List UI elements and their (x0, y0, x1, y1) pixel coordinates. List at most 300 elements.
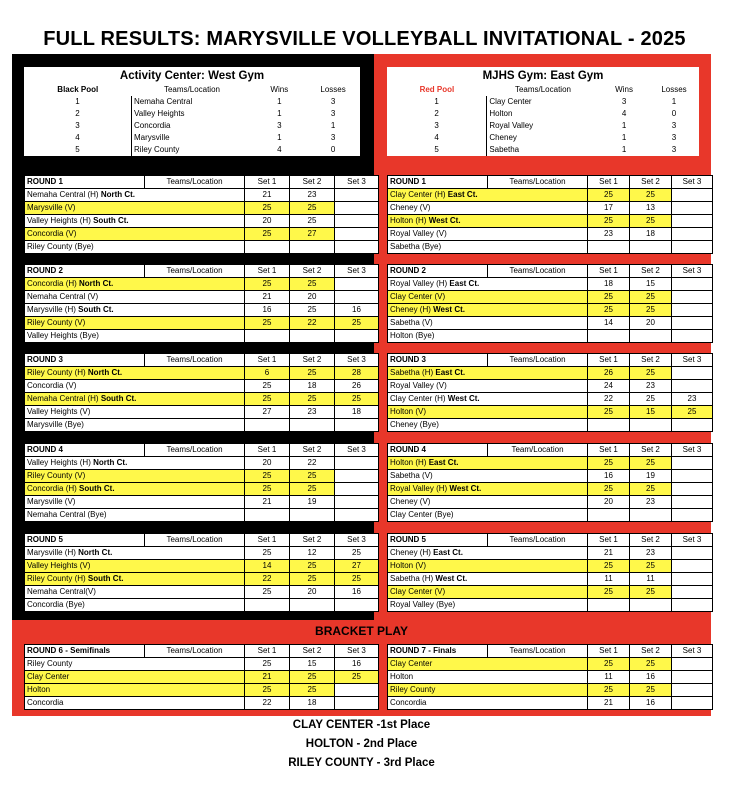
seed: 1 (434, 97, 439, 106)
set-score: 25 (290, 483, 335, 496)
set-header: Set 3 (672, 444, 713, 457)
team-cell (388, 367, 588, 380)
match-row (25, 304, 379, 317)
set-score (672, 671, 713, 684)
wins: 1 (277, 133, 282, 142)
team-cell (25, 586, 245, 599)
seed: 4 (75, 133, 80, 142)
set-header: Set 3 (335, 176, 379, 189)
set-score (245, 599, 290, 612)
set-score: 25 (630, 189, 672, 202)
team-name: Holton (V) (390, 407, 427, 416)
set-score: 25 (290, 671, 335, 684)
team-name: Nemaha Central(V) (27, 587, 96, 596)
set-score: 16 (335, 658, 379, 671)
match-row (388, 483, 713, 496)
losses: 3 (330, 97, 336, 106)
seed: 1 (75, 97, 80, 106)
set-score: 16 (245, 304, 290, 317)
placement-1st: CLAY CENTER -1st Place (292, 719, 431, 731)
team-cell (388, 560, 588, 573)
team-name: Concordia (390, 698, 427, 707)
match-row (388, 406, 713, 419)
team-cell (25, 241, 245, 254)
set-score: 16 (335, 586, 379, 599)
set-score: 11 (588, 573, 630, 586)
set-score (245, 330, 290, 343)
set-score (672, 367, 713, 380)
set-score: 18 (630, 228, 672, 241)
losses: 3 (671, 121, 677, 130)
location-header: Teams/Location (145, 444, 245, 457)
set-score: 25 (588, 457, 630, 470)
set-score: 25 (630, 483, 672, 496)
set-score: 25 (630, 393, 672, 406)
set-score (672, 419, 713, 432)
match-row (25, 202, 379, 215)
losses: 0 (330, 145, 336, 154)
set-score: 23 (290, 406, 335, 419)
set-score: 25 (245, 228, 290, 241)
set-score: 21 (245, 291, 290, 304)
east-round-5-table (387, 533, 713, 612)
round-label: ROUND 5 (25, 534, 145, 547)
set-score (672, 509, 713, 522)
round-label: ROUND 3 (388, 354, 488, 367)
team-cell (25, 509, 245, 522)
set-score: 15 (630, 406, 672, 419)
team-name: Cheney (V) (390, 497, 431, 506)
match-row (388, 228, 713, 241)
round-label: ROUND 2 (388, 265, 488, 278)
set-score: 25 (290, 393, 335, 406)
set-score (335, 291, 379, 304)
set-score: 25 (630, 586, 672, 599)
set-score: 25 (588, 406, 630, 419)
team-cell (388, 202, 588, 215)
team-name: Riley County (Bye) (27, 242, 94, 251)
match-row (25, 215, 379, 228)
court-name: North Ct. (79, 279, 114, 288)
seed: 2 (75, 109, 80, 118)
placement-3rd: RILEY COUNTY - 3rd Place (288, 757, 435, 769)
set-header: Set 2 (290, 534, 335, 547)
round-label: ROUND 4 (388, 444, 488, 457)
set-score (672, 278, 713, 291)
set-score (672, 586, 713, 599)
west-round-3-table (24, 353, 379, 432)
east-pool-header: Wins (615, 85, 633, 94)
set-header: Set 3 (335, 534, 379, 547)
wins: 1 (621, 133, 627, 142)
set-score (335, 483, 379, 496)
team-name: Marysville (V) (27, 497, 76, 506)
east-round-4-table (387, 443, 713, 522)
team-cell (25, 496, 245, 509)
set-header: Set 3 (672, 534, 713, 547)
set-header: Set 1 (245, 645, 290, 658)
set-score: 25 (245, 317, 290, 330)
team-cell (25, 599, 245, 612)
team-cell (25, 560, 245, 573)
team-name: Valley Heights (H) (27, 216, 94, 225)
match-row (25, 457, 379, 470)
set-score: 18 (588, 278, 630, 291)
set-score (335, 189, 379, 202)
team-cell (388, 189, 588, 202)
wins: 1 (277, 109, 282, 118)
team-name: Clay Center (27, 672, 70, 681)
match-row (25, 278, 379, 291)
court-name: North Ct. (100, 190, 136, 199)
set-score: 26 (588, 367, 630, 380)
seed: 2 (434, 109, 439, 118)
east-pool-name: Red Pool (419, 85, 455, 94)
set-score (335, 599, 379, 612)
set-score (335, 419, 379, 432)
page-title: FULL RESULTS: MARYSVILLE VOLLEYBALL INVITATIONAL - 2025 (43, 28, 686, 50)
west-gym-name: Activity Center: West Gym (119, 69, 265, 82)
team-name: Riley County (27, 659, 73, 668)
west-round-1-table (24, 175, 379, 254)
set-score (588, 330, 630, 343)
set-score (672, 317, 713, 330)
set-score: 25 (588, 291, 630, 304)
set-score: 25 (290, 278, 335, 291)
wins: 1 (621, 145, 627, 154)
set-score (335, 684, 379, 697)
set-header: Set 1 (245, 534, 290, 547)
set-score: 25 (290, 215, 335, 228)
west-pool-header: Wins (270, 85, 289, 94)
set-header: Set 1 (588, 354, 630, 367)
set-score: 14 (245, 560, 290, 573)
set-header: Set 2 (630, 354, 672, 367)
court-name: West Ct. (428, 216, 461, 225)
west-pool-row (24, 108, 360, 120)
set-header: Set 2 (630, 444, 672, 457)
set-score (672, 215, 713, 228)
east-pool-header: Teams/Location (514, 85, 571, 94)
team-name: Royal Valley (V) (390, 229, 447, 238)
team-name: Concordia (H) (27, 279, 80, 288)
team-name: Cheney (H) (390, 305, 434, 314)
team-cell (388, 406, 588, 419)
set-score (672, 697, 713, 710)
west-pool-row (24, 120, 360, 132)
team-name: Nemaha Central (H) (27, 394, 101, 403)
team-name: Holton (V) (390, 561, 427, 570)
set-score: 25 (588, 586, 630, 599)
set-score (672, 483, 713, 496)
set-score: 25 (630, 367, 672, 380)
team-cell (388, 483, 588, 496)
set-score (672, 457, 713, 470)
round-label: ROUND 4 (25, 444, 145, 457)
set-score (672, 241, 713, 254)
set-score: 25 (245, 586, 290, 599)
west-pool-row (24, 96, 360, 108)
set-score (672, 202, 713, 215)
match-row (388, 496, 713, 509)
team-name: Concordia (V) (27, 381, 77, 390)
team-cell (388, 291, 588, 304)
team-cell (388, 684, 588, 697)
east-gym-name: MJHS Gym: East Gym (482, 69, 604, 82)
east-round-3-table (387, 353, 713, 432)
team-name: Clay Center (Bye) (390, 510, 454, 519)
match-row (388, 317, 713, 330)
set-score: 25 (290, 202, 335, 215)
match-row (388, 457, 713, 470)
final-placements (12, 716, 711, 784)
set-score: 25 (245, 278, 290, 291)
match-row (388, 202, 713, 215)
team-cell (25, 228, 245, 241)
team-cell (388, 457, 588, 470)
set-score: 22 (588, 393, 630, 406)
team-name: Riley County (132, 144, 253, 156)
team-cell (388, 393, 588, 406)
location-header: Teams/Location (488, 354, 588, 367)
round-label: ROUND 7 - Finals (388, 645, 488, 658)
match-row (25, 470, 379, 483)
match-row (388, 278, 713, 291)
wins: 1 (277, 97, 282, 106)
set-score: 28 (335, 367, 379, 380)
team-cell (388, 241, 588, 254)
set-score (588, 419, 630, 432)
team-cell (25, 671, 245, 684)
set-score (335, 697, 379, 710)
team-name: Sabetha (V) (390, 318, 433, 327)
location-header: Teams/Location (488, 534, 588, 547)
set-score: 19 (290, 496, 335, 509)
set-score: 18 (290, 380, 335, 393)
set-score (335, 202, 379, 215)
east-pool-header: Losses (661, 85, 687, 94)
team-name: Marysville (V) (27, 203, 76, 212)
match-row (388, 671, 713, 684)
match-row (388, 684, 713, 697)
set-score: 25 (245, 684, 290, 697)
east-pool-row (387, 144, 699, 156)
set-score (290, 599, 335, 612)
match-row (388, 697, 713, 710)
court-name: East Ct. (449, 279, 480, 288)
set-header: Set 1 (245, 444, 290, 457)
finals-table (387, 644, 713, 710)
match-row (25, 291, 379, 304)
match-row (388, 291, 713, 304)
set-score: 25 (588, 304, 630, 317)
team-name: Concordia (132, 120, 253, 132)
team-name: Royal Valley (H) (390, 279, 450, 288)
match-row (25, 483, 379, 496)
set-score: 23 (290, 189, 335, 202)
team-name: Holton (H) (390, 216, 429, 225)
team-name: Clay Center (V) (390, 292, 446, 301)
east-round-2-table (387, 264, 713, 343)
match-row (25, 697, 379, 710)
team-cell (388, 509, 588, 522)
set-score (335, 215, 379, 228)
team-cell (25, 291, 245, 304)
team-cell (388, 228, 588, 241)
seed: 3 (434, 121, 439, 130)
set-score: 17 (588, 202, 630, 215)
team-name: Holton (487, 108, 599, 120)
team-name: Valley Heights (V) (27, 561, 91, 570)
set-score (672, 658, 713, 671)
set-score: 25 (245, 658, 290, 671)
set-header: Set 3 (672, 265, 713, 278)
set-score (290, 241, 335, 254)
court-name: East Ct. (435, 368, 466, 377)
team-name: Riley County (H) (27, 574, 88, 583)
set-score (335, 228, 379, 241)
set-score: 25 (335, 671, 379, 684)
set-score: 25 (630, 684, 672, 697)
set-score: 25 (588, 215, 630, 228)
team-cell (25, 457, 245, 470)
set-score (672, 291, 713, 304)
set-score (672, 573, 713, 586)
wins: 3 (621, 97, 627, 106)
set-score: 25 (245, 393, 290, 406)
set-score: 25 (630, 304, 672, 317)
set-score: 20 (290, 291, 335, 304)
match-row (25, 496, 379, 509)
court-name: South Ct. (93, 216, 129, 225)
set-score (335, 457, 379, 470)
set-score: 12 (290, 547, 335, 560)
team-name: Nemaha Central (132, 96, 253, 108)
team-cell (25, 547, 245, 560)
team-name: Nemaha Central (V) (27, 292, 99, 301)
team-cell (25, 215, 245, 228)
set-score: 11 (630, 573, 672, 586)
set-score: 27 (290, 228, 335, 241)
team-name: Nemaha Central (Bye) (27, 510, 107, 519)
set-score (630, 599, 672, 612)
court-name: West Ct. (435, 574, 468, 583)
set-score: 20 (245, 215, 290, 228)
set-score: 25 (588, 560, 630, 573)
round-label: ROUND 5 (388, 534, 488, 547)
team-cell (25, 406, 245, 419)
set-score (290, 330, 335, 343)
set-score: 23 (630, 496, 672, 509)
set-score (672, 470, 713, 483)
court-name: West Ct. (449, 484, 482, 493)
team-cell (25, 380, 245, 393)
set-header: Set 3 (335, 645, 379, 658)
set-score: 25 (245, 470, 290, 483)
team-cell (388, 573, 588, 586)
match-row (388, 470, 713, 483)
set-score (630, 419, 672, 432)
set-score: 27 (245, 406, 290, 419)
set-score: 13 (630, 202, 672, 215)
location-header: Teams/Location (145, 534, 245, 547)
set-header: Set 1 (245, 354, 290, 367)
team-cell (388, 586, 588, 599)
match-row (25, 658, 379, 671)
set-score: 26 (335, 380, 379, 393)
set-score: 15 (630, 278, 672, 291)
team-cell (25, 419, 245, 432)
team-name: Clay Center (H) (390, 190, 448, 199)
match-row (388, 509, 713, 522)
set-score (335, 241, 379, 254)
team-cell (25, 483, 245, 496)
court-name: East Ct. (447, 190, 478, 199)
set-header: Set 1 (245, 265, 290, 278)
set-score (672, 330, 713, 343)
match-row (25, 380, 379, 393)
set-score (588, 509, 630, 522)
team-cell (388, 419, 588, 432)
west-pool-row (24, 132, 360, 144)
west-pool-name: Black Pool (57, 85, 99, 94)
round-label: ROUND 3 (25, 354, 145, 367)
set-score (290, 419, 335, 432)
match-row (25, 547, 379, 560)
set-score (335, 470, 379, 483)
match-row (25, 684, 379, 697)
team-cell (388, 215, 588, 228)
team-name: Clay Center (487, 96, 599, 108)
match-row (388, 189, 713, 202)
team-cell (388, 496, 588, 509)
set-score (335, 496, 379, 509)
team-cell (388, 697, 588, 710)
match-row (388, 367, 713, 380)
match-row (388, 380, 713, 393)
match-row (388, 599, 713, 612)
set-score (672, 380, 713, 393)
set-header: Set 2 (630, 176, 672, 189)
west-round-4-table (24, 443, 379, 522)
set-score: 23 (630, 547, 672, 560)
team-name: Royal Valley (V) (390, 381, 447, 390)
east-pool-row (387, 132, 699, 144)
losses: 1 (671, 97, 677, 106)
losses: 3 (671, 133, 677, 142)
set-score: 18 (290, 697, 335, 710)
match-row (25, 189, 379, 202)
team-cell (388, 658, 588, 671)
losses: 1 (330, 121, 336, 130)
team-cell (25, 573, 245, 586)
set-score: 16 (588, 470, 630, 483)
team-name: Holton (Bye) (390, 331, 435, 340)
team-name: Cheney (487, 132, 599, 144)
team-name: Royal Valley (H) (390, 484, 450, 493)
set-header: Set 3 (335, 265, 379, 278)
match-row (25, 317, 379, 330)
court-name: North Ct. (93, 458, 128, 467)
team-name: Concordia (V) (27, 229, 77, 238)
west-pool-header: Teams/Location (163, 85, 220, 94)
team-cell (25, 393, 245, 406)
set-score (672, 684, 713, 697)
set-header: Set 1 (588, 534, 630, 547)
team-name: Royal Valley (487, 120, 599, 132)
set-score (672, 228, 713, 241)
team-cell (25, 697, 245, 710)
